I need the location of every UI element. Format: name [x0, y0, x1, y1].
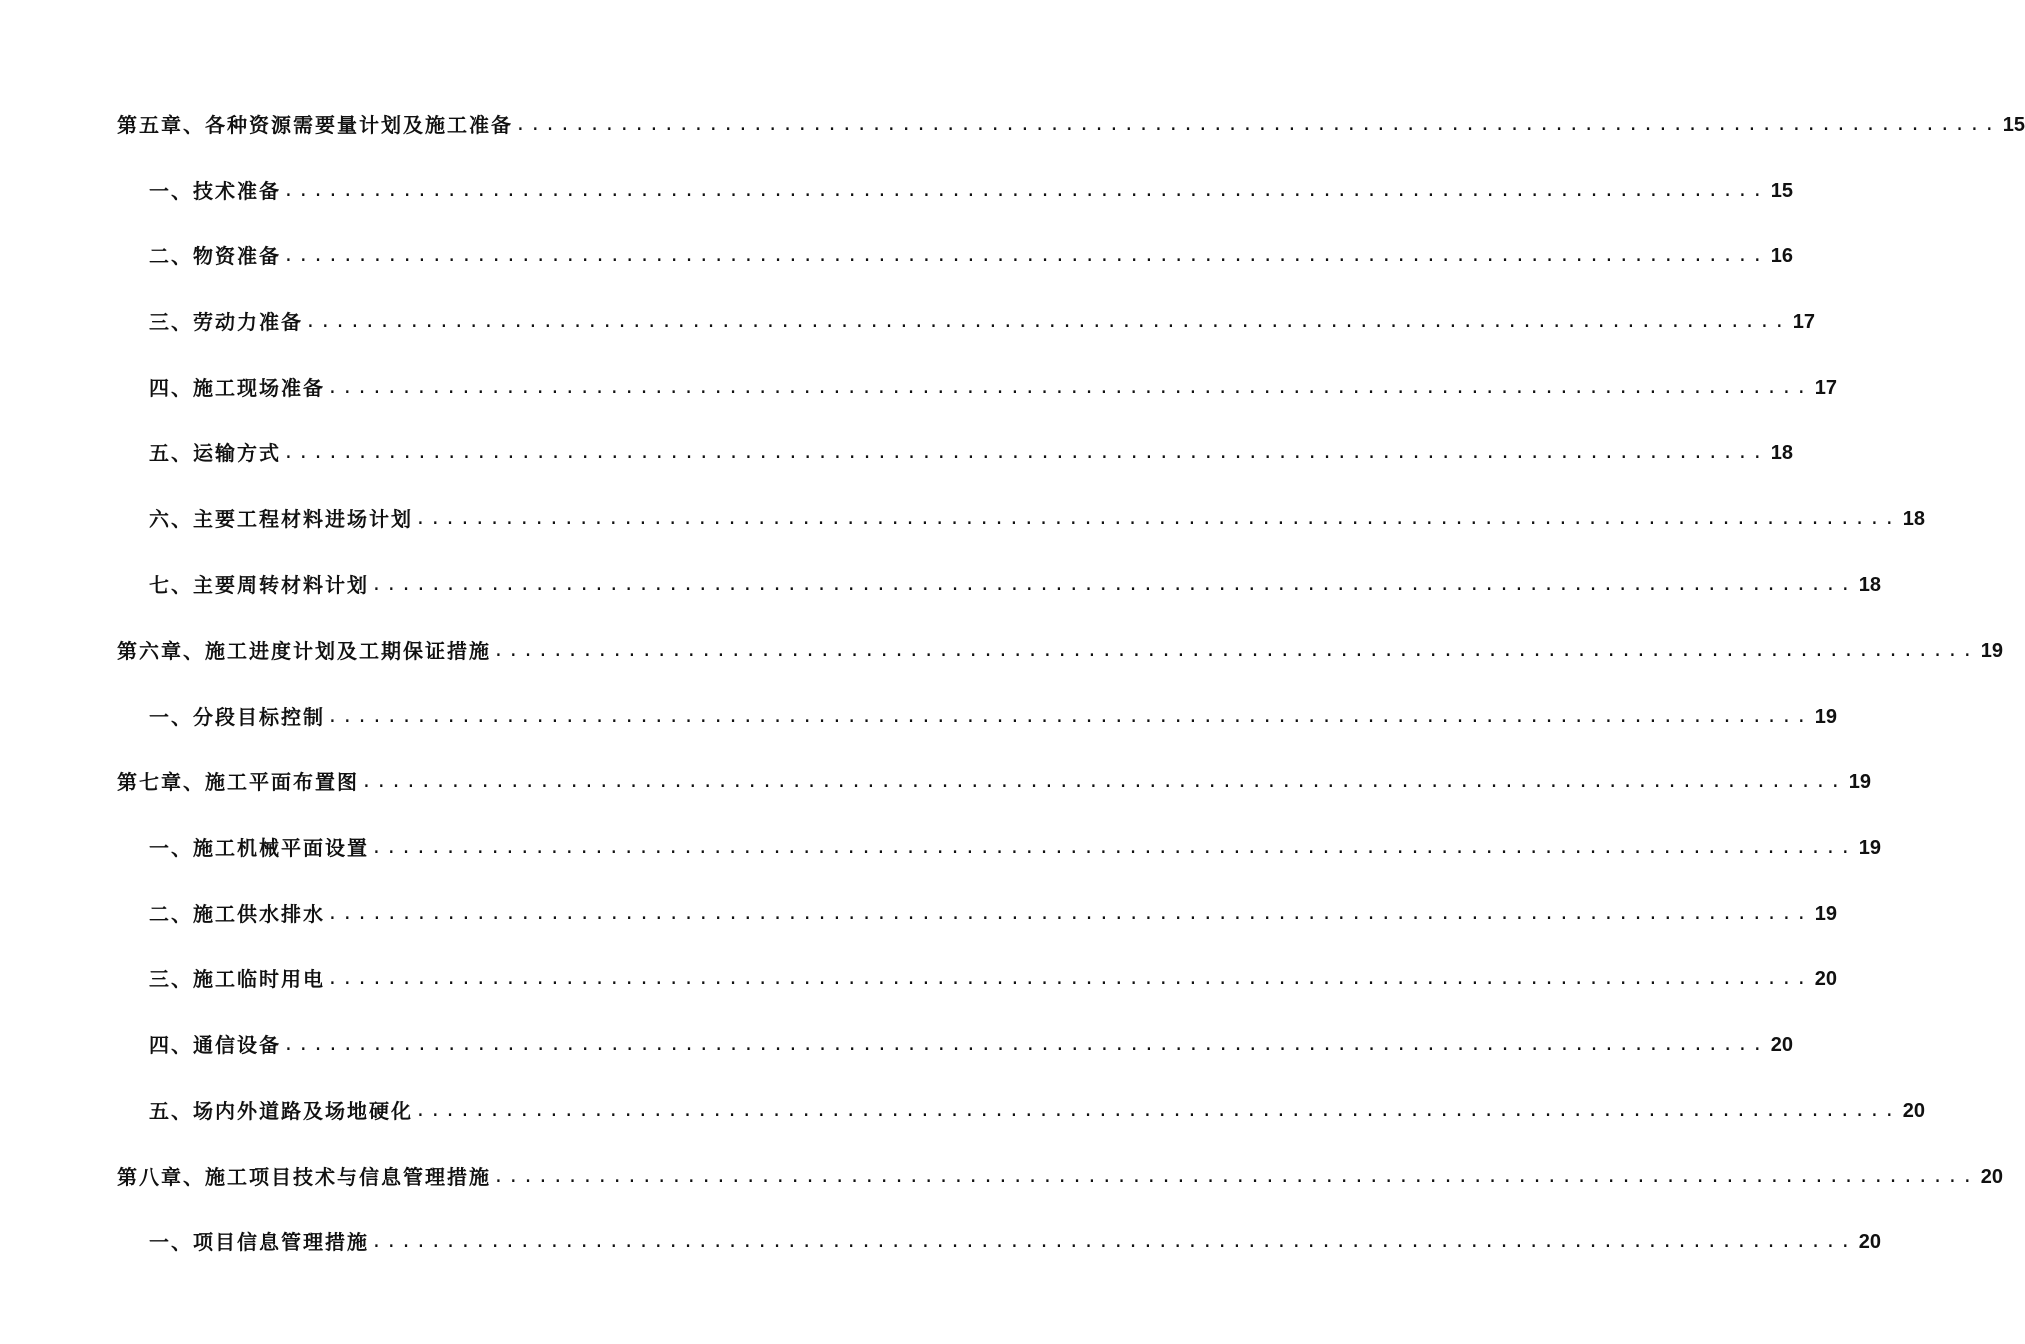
toc-entry-title: 五、场内外道路及场地硬化: [149, 1099, 413, 1123]
toc-entry[interactable]: [149, 1225, 1881, 1259]
toc-page-number: 19: [1858, 837, 1881, 859]
toc-entry[interactable]: [117, 108, 2025, 142]
toc-page-number: 20: [1770, 1034, 1793, 1056]
toc-dot-leader: ....................................................................................................: [415, 508, 1899, 529]
toc-entry-title: 二、物资准备: [149, 244, 281, 268]
toc-entry-title: 第六章、施工进度计划及工期保证措施: [117, 639, 491, 663]
toc-entry[interactable]: [149, 568, 1881, 602]
toc-entry[interactable]: [149, 502, 1925, 536]
toc-page-number: 19: [1980, 640, 2003, 662]
toc-entry[interactable]: [149, 174, 1793, 208]
toc-page-number: 20: [1980, 1166, 2003, 1188]
toc-entry[interactable]: [117, 1160, 2003, 1194]
toc-dot-leader: ....................................................................................................: [493, 640, 1977, 661]
toc-dot-leader: ....................................................................................................: [283, 245, 1767, 266]
toc-page-number: 17: [1814, 377, 1837, 399]
toc-entry[interactable]: [149, 700, 1837, 734]
toc-page-number: 16: [1770, 245, 1793, 267]
toc-page-number: 19: [1814, 706, 1837, 728]
toc-page-number: 20: [1814, 968, 1837, 990]
toc-entry-title: 六、主要工程材料进场计划: [149, 507, 413, 531]
toc-entry[interactable]: [149, 239, 1793, 273]
toc-page-number: 20: [1858, 1231, 1881, 1253]
toc-dot-leader: ....................................................................................................: [371, 837, 1855, 858]
toc-entry[interactable]: [149, 436, 1793, 470]
toc-entry[interactable]: [149, 831, 1881, 865]
toc-page-number: 18: [1902, 508, 1925, 530]
toc-dot-leader: ....................................................................................................: [371, 1231, 1855, 1252]
toc-dot-leader: ....................................................................................................: [283, 180, 1767, 201]
toc-dot-leader: ....................................................................................................: [371, 574, 1855, 595]
toc-entry-title: 三、施工临时用电: [149, 967, 325, 991]
toc-page-number: 20: [1902, 1100, 1925, 1122]
toc-entry[interactable]: [149, 962, 1837, 996]
toc-dot-leader: ....................................................................................................: [283, 1034, 1767, 1055]
toc-entry-title: 二、施工供水排水: [149, 902, 325, 926]
toc-entry-title: 五、运输方式: [149, 441, 281, 465]
toc-entry-title: 四、施工现场准备: [149, 376, 325, 400]
toc-entry-title: 一、施工机械平面设置: [149, 836, 369, 860]
toc-dot-leader: ....................................................................................................: [283, 442, 1767, 463]
toc-page-number: 15: [2002, 114, 2025, 136]
toc-entry-title: 一、分段目标控制: [149, 705, 325, 729]
toc-entry-title: 一、技术准备: [149, 179, 281, 203]
toc-dot-leader: ....................................................................................................: [327, 968, 1811, 989]
toc-entry[interactable]: [149, 1094, 1925, 1128]
toc-entry-title: 三、劳动力准备: [149, 310, 303, 334]
toc-page-number: 15: [1770, 180, 1793, 202]
toc-entry-title: 第七章、施工平面布置图: [117, 770, 359, 794]
toc-dot-leader: ....................................................................................................: [327, 377, 1811, 398]
toc-dot-leader: ....................................................................................................: [327, 706, 1811, 727]
toc-dot-leader: ....................................................................................................: [305, 311, 1789, 332]
toc-entry-title: 第五章、各种资源需要量计划及施工准备: [117, 113, 513, 137]
toc-entry-title: 第八章、施工项目技术与信息管理措施: [117, 1165, 491, 1189]
toc-entry[interactable]: [117, 765, 1871, 799]
toc-page-number: 19: [1848, 771, 1871, 793]
toc-dot-leader: ....................................................................................................: [515, 114, 1999, 135]
toc-entry-title: 一、项目信息管理措施: [149, 1230, 369, 1254]
toc-entry[interactable]: [149, 897, 1837, 931]
toc-page-number: 18: [1770, 442, 1793, 464]
toc-dot-leader: ....................................................................................................: [493, 1166, 1977, 1187]
toc-entry-title: 四、通信设备: [149, 1033, 281, 1057]
toc-dot-leader: ....................................................................................................: [415, 1100, 1899, 1121]
toc-page-number: 19: [1814, 903, 1837, 925]
toc-dot-leader: ....................................................................................................: [361, 771, 1845, 792]
toc-entry[interactable]: [117, 634, 2003, 668]
toc-page-number: 18: [1858, 574, 1881, 596]
toc-entry[interactable]: [149, 1028, 1793, 1062]
toc-entry[interactable]: [149, 305, 1815, 339]
toc-dot-leader: ....................................................................................................: [327, 903, 1811, 924]
toc-entry[interactable]: [149, 371, 1837, 405]
toc-entry-title: 七、主要周转材料计划: [149, 573, 369, 597]
toc-page-number: 17: [1792, 311, 1815, 333]
